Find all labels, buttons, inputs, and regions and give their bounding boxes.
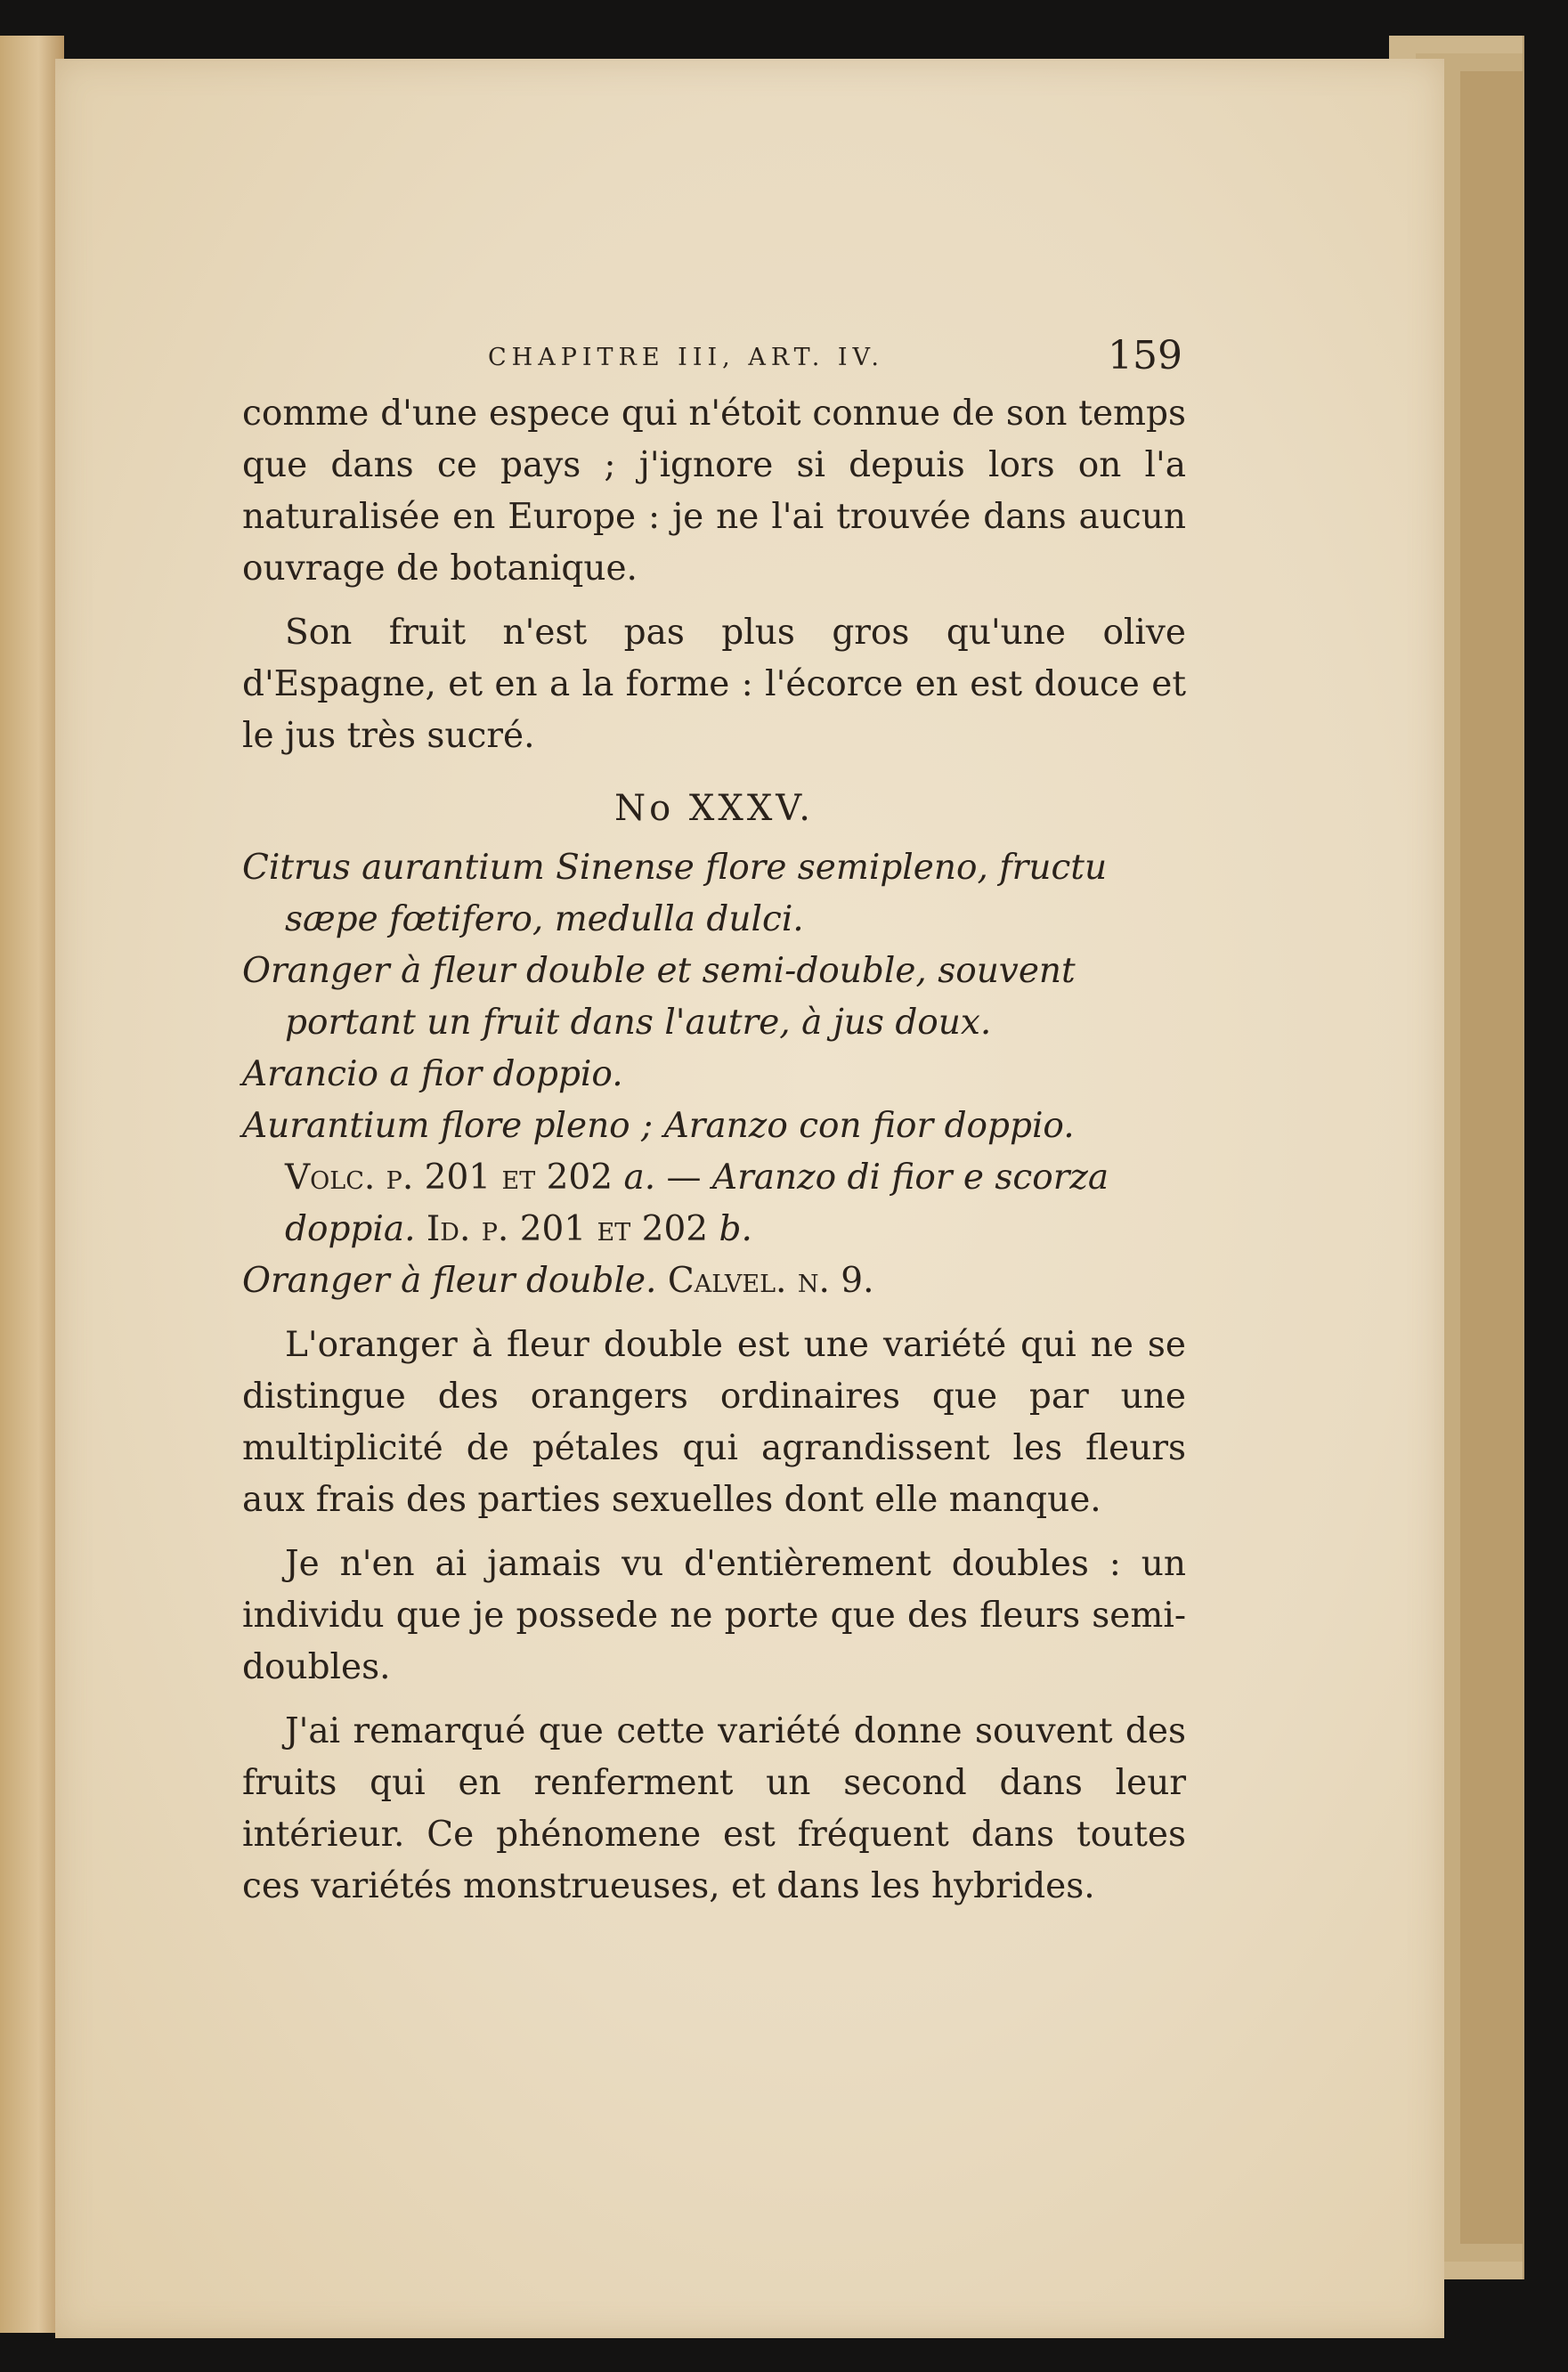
- synonym-aurantium: Aurantium flore pleno ; Aranzo con fior doppio.: [242, 1106, 1075, 1146]
- ref-volc: Volc. p. 201 et 202: [285, 1158, 613, 1198]
- ref-dash: —: [655, 1158, 712, 1198]
- synonym-calvel: [242, 1255, 1186, 1307]
- running-head: [242, 326, 1186, 388]
- synonym-italian: Arancio a fior doppio.: [242, 1054, 623, 1094]
- ref-calvel: Calvel. n. 9.: [667, 1261, 874, 1301]
- entry-number: No XXXV.: [614, 788, 814, 829]
- text-block: [242, 326, 1186, 1913]
- ref-oranger: Oranger à fleur double.: [242, 1261, 657, 1301]
- running-head-title: CHAPITRE III, ART. IV.: [488, 344, 884, 371]
- paragraph-4: Je n'en ai jamais vu d'entièrement doubles : un individu que je possede ne porte que des fleurs semi-doubles.: [242, 1544, 1186, 1687]
- synonym-french: Oranger à fleur double et semi-double, souvent portant un fruit dans l'autre, à jus doux.: [242, 951, 1076, 1043]
- paragraph-2: Son fruit n'est pas plus gros qu'une olive d'Espagne, et en a la forme : l'écorce en est douce et le jus très sucré.: [242, 613, 1186, 756]
- paragraph-3: L'oranger à fleur double est une variété qui ne se distingue des orangers ordinaires que par une multiplicité de pétales qui agrandissent les fleurs aux frais des parties sexuelles dont elle manque.: [242, 1325, 1186, 1520]
- page: [55, 59, 1444, 2338]
- ref-id: Id. p. 201 et 202: [426, 1209, 709, 1249]
- ref-id-suffix: b.: [719, 1209, 752, 1249]
- paragraph-1: comme d'une espece qui n'étoit connue de son temps que dans ce pays ; j'ignore si depuis lors on l'a naturalisée en Europe : je ne l'ai trouvée dans aucun ouvrage de botanique.: [242, 394, 1186, 589]
- page-stack-edge: [1460, 71, 1524, 2244]
- ref-aranzo: Aranzo di fior e scorza doppia.: [285, 1158, 1109, 1249]
- synonym-latin: Citrus aurantium Sinense flore semipleno, fructu sæpe fœtifero, medulla dulci.: [242, 848, 1108, 939]
- ref-volc-suffix: a.: [623, 1158, 656, 1198]
- page-number: 159: [1108, 333, 1182, 378]
- paragraph-5: J'ai remarqué que cette variété donne souvent des fruits qui en renferment un second dans leur intérieur. Ce phénomene est fréquent dans toutes ces variétés monstrueuses, et dans les hybrides.: [242, 1711, 1186, 1906]
- synonym-volcamer: [242, 1152, 1186, 1255]
